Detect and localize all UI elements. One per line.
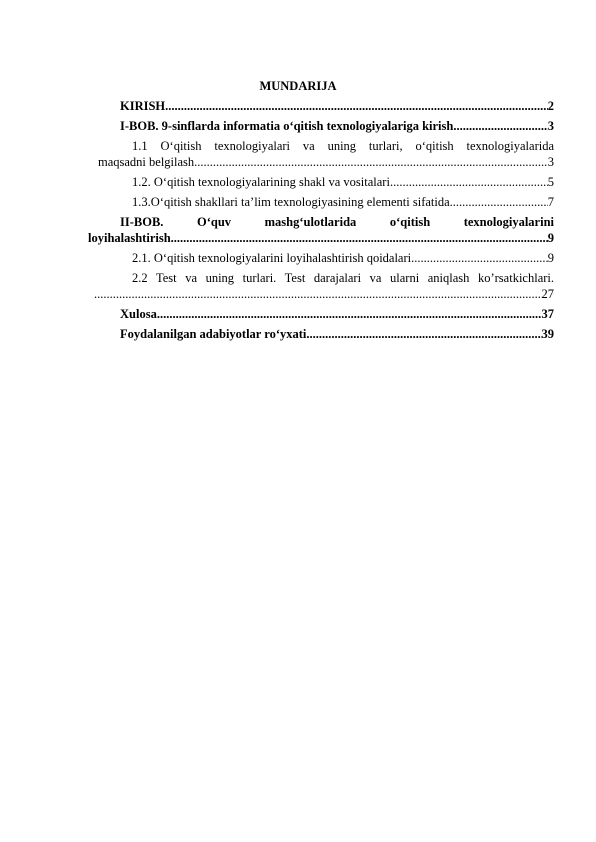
toc-entry-text: 1.2. O‘qitish texnologiyalarining shakl va vositalari <box>132 175 390 189</box>
toc-entry-text-line2: maqsadni belgilash <box>98 155 195 169</box>
toc-entry-text-line1: II-BOB. O‘quv mashg‘ulotlarida o‘qitish texnologiyalarini <box>120 215 554 229</box>
toc-page-number: 9 <box>547 251 554 265</box>
toc-entry-text: 1.3.O‘qitish shakllari ta’lim texnologiyasining elementi sifatida <box>132 195 450 209</box>
toc-page-number: 3 <box>547 155 554 169</box>
toc-leader-dots <box>157 306 542 322</box>
toc-leader-dots <box>453 118 547 134</box>
toc-leader-dots <box>94 286 542 302</box>
toc-entry-text: 2.1. O‘qitish texnologiyalarini loyihalashtirish qoidalari <box>132 251 412 265</box>
toc-entry-text-line1: 2.2 Test va uning turlari. Test darajalari va ularni aniqlash ko’rsatkichlari. <box>132 271 554 285</box>
toc-entry-kirish[interactable] <box>88 98 554 114</box>
toc-entry-bibliography[interactable] <box>88 326 554 342</box>
toc-entry-section-2-1[interactable] <box>88 250 554 266</box>
toc-entry-text: Xulosa <box>120 307 157 321</box>
toc-page-number: 37 <box>541 307 554 321</box>
toc-leader-dots <box>194 154 548 170</box>
toc-entry-text: I-BOB. 9-sinflarda informatia o‘qitish texnologiyalariga kirish <box>120 119 454 133</box>
toc-page-number: 7 <box>547 195 554 209</box>
toc-page-number: 39 <box>541 327 554 341</box>
toc-entry-text-line2: loyihalashtirish <box>88 231 171 245</box>
toc-page-number: 9 <box>547 231 554 245</box>
table-of-contents <box>88 98 554 346</box>
toc-page-number: 2 <box>547 99 554 113</box>
toc-entry-xulosa[interactable] <box>88 306 554 322</box>
toc-leader-dots <box>450 194 548 210</box>
toc-entry-text-line1: 1.1 O‘qitish texnologiyalari va uning turlari, o‘qitish texnologiyalarida <box>132 139 554 153</box>
toc-leader-dots <box>411 250 548 266</box>
toc-entry-chapter-1[interactable] <box>88 118 554 134</box>
toc-entry-chapter-2[interactable] <box>88 214 554 246</box>
toc-page-number: 27 <box>541 287 554 301</box>
toc-entry-section-1-1[interactable] <box>88 138 554 170</box>
toc-entry-text: Foydalanilgan adabiyotlar ro‘yxati <box>120 327 307 341</box>
toc-leader-dots <box>171 230 548 246</box>
toc-page-number: 5 <box>547 175 554 189</box>
toc-leader-dots <box>165 98 548 114</box>
toc-leader-dots <box>390 174 548 190</box>
toc-entry-section-2-2[interactable] <box>88 270 554 302</box>
toc-page-number: 3 <box>547 119 554 133</box>
toc-entry-text: KIRISH <box>120 99 166 113</box>
toc-entry-section-1-2[interactable] <box>88 174 554 190</box>
toc-entry-section-1-3[interactable] <box>88 194 554 210</box>
toc-leader-dots <box>306 326 541 342</box>
toc-title: MUNDARIJA <box>259 79 337 93</box>
